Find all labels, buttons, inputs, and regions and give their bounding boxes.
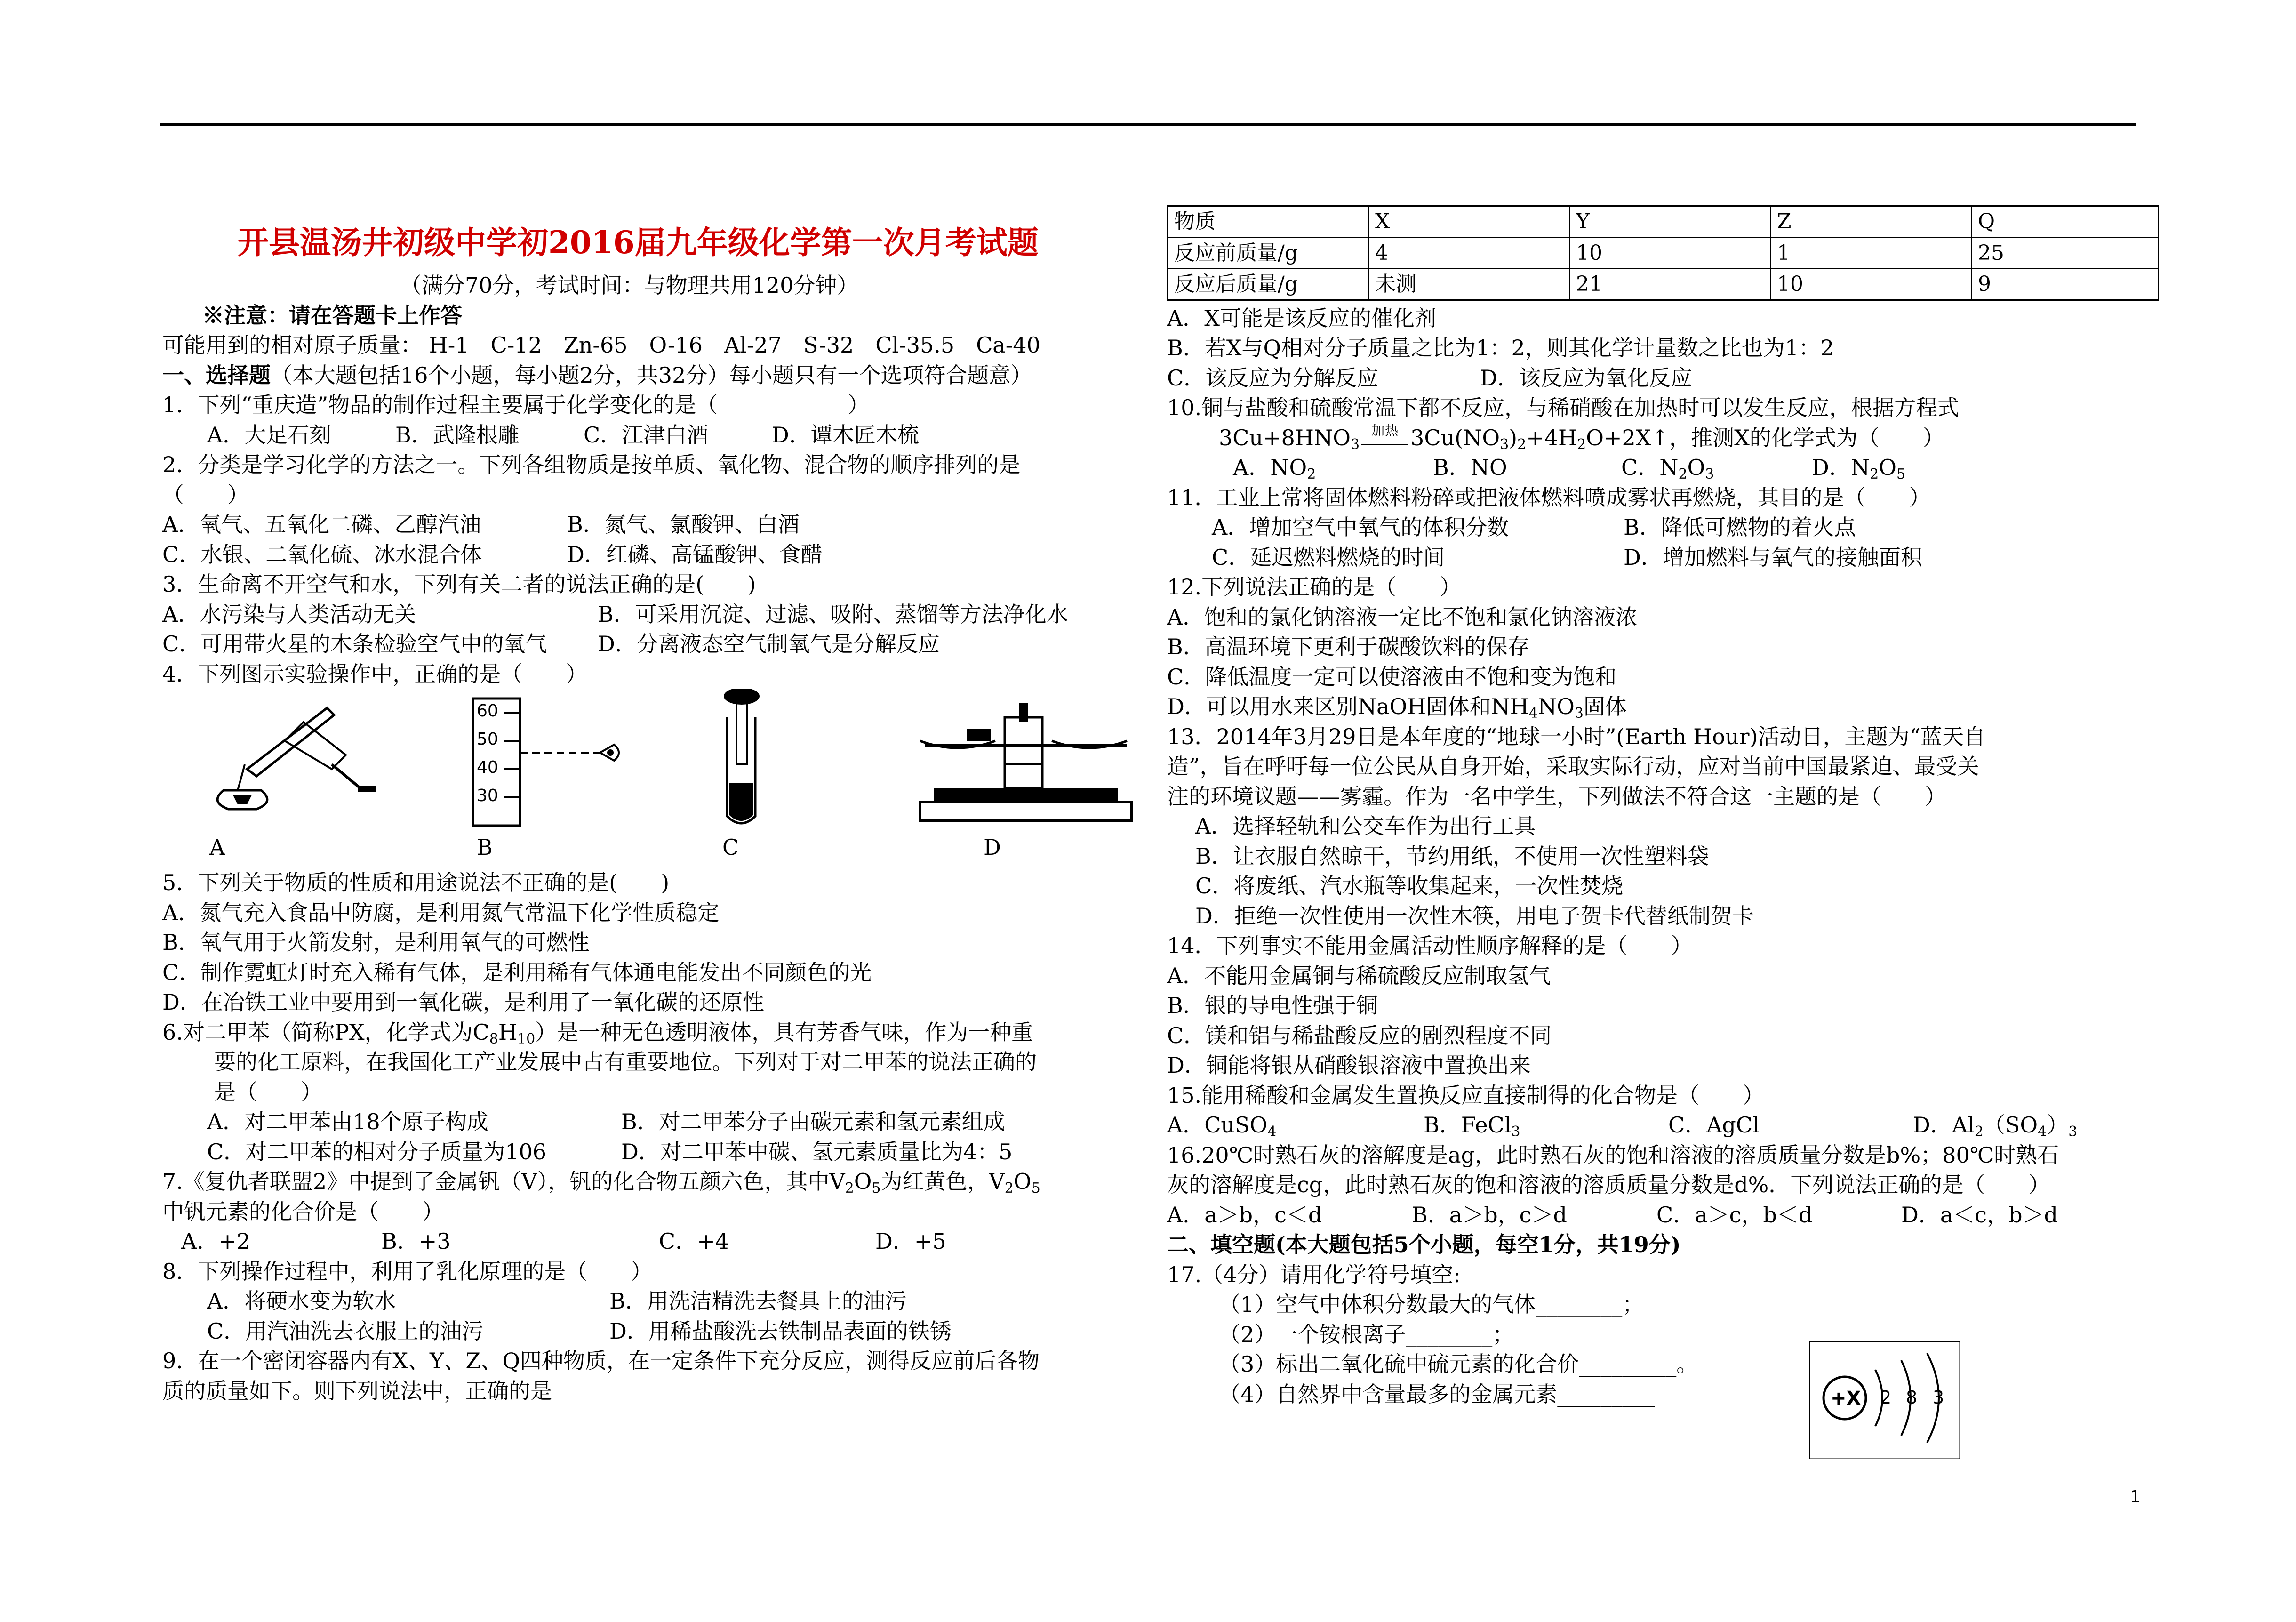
q11-option-a: A．增加空气中氧气的体积分数 bbox=[1212, 514, 1509, 540]
q2-option-c: C．水银、二氧化硫、冰水混合体 bbox=[162, 541, 482, 567]
table-cell: 反应后质量/g bbox=[1168, 269, 1369, 300]
table-cell: 4 bbox=[1369, 237, 1570, 269]
section2-heading: 二、填空题(本大题包括5个小题，每空1分，共19分) bbox=[1167, 1232, 1681, 1257]
q8-option-d: D．用稀盐酸洗去铁制品表面的铁锈 bbox=[609, 1318, 952, 1344]
q12d-sub-1: 4 bbox=[1528, 705, 1538, 722]
q12d-text-1: D．可以用水来区别NaOH固体和NH bbox=[1167, 694, 1529, 719]
q2-option-d: D．红磷、高锰酸钾、食醋 bbox=[567, 541, 823, 567]
q14-option-b: B．银的导电性强于铜 bbox=[1167, 993, 1378, 1018]
q10-option-d: D．$N_2O_5$ bbox=[1812, 453, 1905, 483]
q9-options-row3 bbox=[1167, 363, 2165, 393]
q7-stem-cont: 中钒元素的化合价是（ ） bbox=[162, 1198, 444, 1224]
eq-sub-4: 2 bbox=[1577, 436, 1586, 453]
q4-stem: 4．下列图示实验操作中，正确的是（ ） bbox=[162, 661, 588, 687]
q13-stem-cont: 造”，旨在呼吁每一位公民从自身开始，采取实际行动，应对当前中国最紧迫、最受关 bbox=[1167, 754, 1979, 779]
q10-option-c: C．$N_2O_3$ bbox=[1621, 453, 1812, 483]
q6-sub-1: 8 bbox=[489, 1030, 498, 1047]
q17-item-3: （3）标出二氧化硫中硫元素的化合价_________。 bbox=[1219, 1351, 1698, 1377]
table-cell: 10 bbox=[1771, 269, 1972, 300]
q5-option-a: A．氮气充入食品中防腐，是利用氮气常温下化学性质稳定 bbox=[162, 899, 720, 925]
q2-options-row1 bbox=[162, 510, 1141, 540]
q15-d-text: D．Al bbox=[1913, 1112, 1975, 1138]
q13-option-c: C．将废纸、汽水瓶等收集起来，一次性焚烧 bbox=[1195, 873, 1624, 899]
q6-sub-2: 10 bbox=[517, 1030, 536, 1047]
q3-options-row2 bbox=[162, 629, 1141, 659]
q7-text-1: 7.《复仇者联盟2》中提到了金属钒（V），钒的化合物五颜六色，其中V bbox=[162, 1169, 845, 1194]
q11-options-row1 bbox=[1167, 513, 2165, 543]
q12d-sub-2: 3 bbox=[1574, 705, 1584, 722]
q9-option-d: D．该反应为氧化反应 bbox=[1480, 365, 1692, 391]
q5-option-b: B．氧气用于火箭发射，是利用氧气的可燃性 bbox=[162, 930, 590, 955]
q15-stem: 15.能用稀酸和金属发生置换反应直接制得的化合物是（ ） bbox=[1167, 1082, 1765, 1108]
q6-options-row1 bbox=[162, 1107, 1141, 1137]
table-row bbox=[1168, 237, 2159, 269]
q16-option-d: D．a＜c，b＞d bbox=[1901, 1202, 2058, 1228]
atomic-masses: 可能用到的相对原子质量： H-1 C-12 Zn-65 O-16 Al-27 S-32 Cl-35.5 Ca-40 bbox=[162, 332, 1040, 358]
table-cell: X bbox=[1369, 206, 1570, 238]
q12d-text-3: 固体 bbox=[1583, 694, 1627, 719]
q17-stem: 17.（4分）请用化学符号填空: bbox=[1167, 1261, 1461, 1287]
q10-c-sub-2: 3 bbox=[1705, 466, 1714, 482]
q15-d-sub-3: 3 bbox=[2068, 1124, 2078, 1140]
q10-c-text: C．N bbox=[1621, 455, 1679, 480]
q6-text-2: H bbox=[498, 1019, 518, 1045]
table-cell: 21 bbox=[1570, 269, 1771, 300]
tick-label-50: 50 bbox=[477, 730, 498, 749]
q2-stem-cont: （ ） bbox=[162, 482, 249, 507]
q9-stem: 9．在一个密闭容器内有X、Y、Z、Q四种物质，在一定条件下充分反应，测得反应前后各物 bbox=[162, 1348, 1040, 1373]
figure-label-b: B bbox=[477, 835, 493, 860]
q9-stem-cont: 质的质量如下。则下列说法中，正确的是 bbox=[162, 1378, 552, 1404]
q6-options-row2 bbox=[162, 1137, 1141, 1167]
q1-options bbox=[162, 420, 1141, 450]
figure-c-dropper bbox=[708, 689, 802, 830]
table-cell: 10 bbox=[1570, 237, 1771, 269]
q2-option-b: B．氮气、氯酸钾、白酒 bbox=[567, 512, 800, 537]
table-header-row bbox=[1168, 206, 2159, 238]
eq-text-4: +4H bbox=[1526, 425, 1577, 450]
q7-sub-4: 5 bbox=[1031, 1180, 1040, 1196]
q12-option-d bbox=[1167, 692, 2165, 722]
q11-options-row2 bbox=[1167, 543, 2165, 573]
q7-text-4: O bbox=[1013, 1169, 1032, 1194]
q13-stem: 13．2014年3月29日是本年度的“地球一小时”(Earth Hour)活动日，主题为“蓝天自 bbox=[1167, 723, 1985, 749]
q2-option-a: A．氧气、五氧化二磷、乙醇汽油 bbox=[162, 512, 481, 537]
table-cell: 物质 bbox=[1168, 206, 1369, 238]
q5-option-d: D．在冶铁工业中要用到一氧化碳，是利用了一氧化碳的还原性 bbox=[162, 989, 764, 1015]
q8-option-a: A．将硬水变为软水 bbox=[207, 1288, 396, 1314]
nucleus-label: +X bbox=[1831, 1388, 1861, 1409]
q10-options bbox=[1167, 453, 2165, 483]
q7-sub-2: 5 bbox=[872, 1180, 881, 1196]
eq-text-1: 3Cu+8HNO bbox=[1219, 425, 1351, 450]
q14-option-d: D．铜能将银从硝酸银溶液中置换出来 bbox=[1167, 1052, 1531, 1078]
figure-d-balance bbox=[911, 689, 1141, 830]
q7-stem bbox=[162, 1167, 1141, 1197]
q4-figures bbox=[162, 689, 1141, 868]
q15-option-c: C．AgCl bbox=[1668, 1112, 1760, 1138]
q1-option-a: A．大足石刻 bbox=[207, 422, 331, 448]
q7-option-a: A．+2 bbox=[181, 1229, 251, 1254]
q13-option-a: A．选择轻轨和公交车作为出行工具 bbox=[1195, 813, 1536, 839]
table-cell: 1 bbox=[1771, 237, 1972, 269]
q17-item-2: （2）一个铵根离子________； bbox=[1219, 1321, 1514, 1347]
q7-text-3: 为红黄色，V bbox=[880, 1169, 1005, 1194]
q9-option-a: A．X可能是该反应的催化剂 bbox=[1167, 305, 1436, 331]
q15-options bbox=[1167, 1110, 2165, 1140]
table-row bbox=[1168, 269, 2159, 300]
exam-title: 开县温汤井初级中学初2016届九年级化学第一次月考试题 bbox=[238, 224, 1039, 261]
table-cell: 未测 bbox=[1369, 269, 1570, 300]
q6-option-a: A．对二甲苯由18个原子构成 bbox=[207, 1109, 488, 1134]
q15-b-text: B．FeCl bbox=[1424, 1112, 1512, 1138]
q7-option-d: D．+5 bbox=[875, 1229, 946, 1254]
q10-equation bbox=[1167, 423, 2165, 453]
q6-text-3: ）是一种无色透明液体，具有芳香气味，作为一种重 bbox=[535, 1019, 1033, 1045]
shell-1-electrons: 2 bbox=[1880, 1387, 1892, 1408]
notice: ※注意：请在答题卡上作答 bbox=[202, 302, 462, 328]
q14-option-a: A．不能用金属铜与稀硫酸反应制取氢气 bbox=[1167, 963, 1551, 988]
q15-option-d: D．$Al_2(SO_4)_3$ bbox=[1913, 1110, 2077, 1140]
q15-option-b bbox=[1424, 1110, 1668, 1140]
q10-option-b: B．NO bbox=[1433, 455, 1507, 480]
q7-sub-3: 2 bbox=[1004, 1180, 1014, 1196]
table-cell: 9 bbox=[1972, 269, 2159, 300]
q16-stem: 16.20℃时熟石灰的溶解度是ag，此时熟石灰的饱和溶液的溶质质量分数是b%；80℃时熟石 bbox=[1167, 1142, 2059, 1168]
q9-mass-table bbox=[1167, 205, 2159, 301]
q7-option-b: B．+3 bbox=[381, 1229, 451, 1254]
q17-item-4: （4）自然界中含量最多的金属元素_________ bbox=[1219, 1381, 1655, 1407]
figure-b-cylinder bbox=[459, 689, 638, 830]
exam-subtitle: （满分70分，考试时间：与物理共用120分钟） bbox=[400, 273, 859, 298]
shell-3-electrons: 3 bbox=[1933, 1387, 1944, 1408]
q12-option-c: C．降低温度一定可以使溶液由不饱和变为饱和 bbox=[1167, 664, 1617, 690]
figure-label-d: D bbox=[984, 835, 1001, 860]
q8-option-c: C．用汽油洗去衣服上的油污 bbox=[207, 1318, 484, 1344]
q13-stem-end: 注的环境议题——雾霾。作为一名中学生，下列做法不符合这一主题的是（ ） bbox=[1167, 783, 1946, 809]
q6-option-c: C．对二甲苯的相对分子质量为106 bbox=[207, 1139, 546, 1164]
eq-text-5: O+2X↑，推测X的化学式为（ ） bbox=[1586, 425, 1944, 450]
q16-option-b: B．a＞b，c＞d bbox=[1412, 1202, 1567, 1228]
q6-stem bbox=[162, 1018, 1141, 1048]
q16-option-c: C．a＞c，b＜d bbox=[1656, 1202, 1813, 1228]
q15-d-sub-1: 2 bbox=[1974, 1124, 1984, 1140]
q15-a-sub: 4 bbox=[1267, 1124, 1277, 1140]
atom-structure-diagram bbox=[1809, 1341, 1960, 1459]
q10-d-sub-2: 5 bbox=[1896, 466, 1906, 482]
page-number: 1 bbox=[2130, 1487, 2141, 1507]
eq-text-3: ) bbox=[1509, 425, 1518, 450]
eq-condition: 加热 bbox=[1371, 422, 1399, 438]
q2-options-row2 bbox=[162, 540, 1141, 570]
section1-heading bbox=[162, 361, 1141, 391]
q10-a-text: A．NO bbox=[1233, 455, 1307, 480]
q6-stem-cont: 要的化工原料，在我国化工产业发展中占有重要地位。下列对于对二甲苯的说法正确的 bbox=[214, 1049, 1037, 1075]
q10-d-text: D．N bbox=[1812, 455, 1870, 480]
q16-option-a: A．a＞b，c＜d bbox=[1167, 1202, 1322, 1228]
q6-option-d: D．对二甲苯中碳、氢元素质量比为4：5 bbox=[621, 1139, 1013, 1164]
figure-a-heating bbox=[191, 694, 388, 830]
q15-d-text-2: （SO bbox=[1983, 1112, 2038, 1138]
section1-label: 一、选择题 bbox=[162, 362, 271, 388]
figure-label-c: C bbox=[722, 835, 739, 860]
q7-text-2: O bbox=[854, 1169, 872, 1194]
q5-stem: 5．下列关于物质的性质和用途说法不正确的是( ) bbox=[162, 870, 670, 895]
q10-stem: 10.铜与盐酸和硫酸常温下都不反应，与稀硝酸在加热时可以发生反应，根据方程式 bbox=[1167, 395, 1960, 420]
header-rule bbox=[160, 123, 2136, 126]
q3-option-b: B．可采用沉淀、过滤、吸附、蒸馏等方法净化水 bbox=[598, 601, 1068, 627]
q10-a-sub: 2 bbox=[1307, 466, 1316, 482]
q1-option-d: D．谭木匠木梳 bbox=[772, 422, 919, 448]
q3-options-row1 bbox=[162, 600, 1141, 630]
q1-stem: 1．下列“重庆造”物品的制作过程主要属于化学变化的是（ ） bbox=[162, 392, 870, 418]
eq-sub-1: 3 bbox=[1350, 436, 1360, 453]
eq-text-2: 3Cu(NO bbox=[1410, 425, 1500, 450]
table-cell: 反应前质量/g bbox=[1168, 237, 1369, 269]
figure-label-a: A bbox=[209, 835, 225, 860]
table-cell: Z bbox=[1771, 206, 1972, 238]
q3-option-c: C．可用带火星的木条检验空气中的氧气 bbox=[162, 631, 547, 657]
q10-option-a bbox=[1233, 453, 1433, 483]
q15-b-sub: 3 bbox=[1511, 1124, 1520, 1140]
q10-c-sub-1: 2 bbox=[1678, 466, 1688, 482]
q3-stem: 3．生命离不开空气和水，下列有关二者的说法正确的是( ) bbox=[162, 571, 756, 597]
q12d-text-2: NO bbox=[1537, 694, 1575, 719]
q14-stem: 14．下列事实不能用金属活动性顺序解释的是（ ） bbox=[1167, 933, 1693, 958]
q7-options bbox=[162, 1227, 1141, 1257]
q13-option-d: D．拒绝一次性使用一次性木筷，用电子贺卡代替纸制贺卡 bbox=[1195, 903, 1754, 929]
right-column bbox=[1167, 205, 2165, 1409]
q10-d-sub-1: 2 bbox=[1870, 466, 1879, 482]
left-column bbox=[162, 271, 1141, 1406]
section1-desc: （本大题包括16个小题，每小题2分，共32分）每小题只有一个选项符合题意） bbox=[271, 362, 1032, 388]
q8-stem: 8．下列操作过程中，利用了乳化原理的是（ ） bbox=[162, 1258, 653, 1284]
q12-stem: 12.下列说法正确的是（ ） bbox=[1167, 574, 1462, 600]
tick-label-40: 40 bbox=[477, 758, 498, 777]
q1-option-b: B．武隆根雕 bbox=[395, 422, 520, 448]
q6-stem-end: 是（ ） bbox=[214, 1079, 322, 1105]
q17-item-1: （1）空气中体积分数最大的气体________； bbox=[1219, 1292, 1644, 1317]
table-cell: Q bbox=[1972, 206, 2159, 238]
tick-label-30: 30 bbox=[477, 786, 498, 805]
q11-stem: 11．工业上常将固体燃料粉碎或把液体燃料喷成雾状再燃烧，其目的是（ ） bbox=[1167, 484, 1931, 510]
q13-option-b: B．让衣服自然晾干，节约用纸，不使用一次性塑料袋 bbox=[1195, 843, 1709, 869]
q8-options-row2 bbox=[162, 1317, 1141, 1347]
q12-option-a: A．饱和的氯化钠溶液一定比不饱和氯化钠溶液浓 bbox=[1167, 604, 1638, 630]
table-cell: Y bbox=[1570, 206, 1771, 238]
q15-d-sub-2: 4 bbox=[2038, 1124, 2047, 1140]
q11-option-c: C．延迟燃料燃烧的时间 bbox=[1212, 544, 1445, 570]
q15-option-a bbox=[1167, 1110, 1424, 1140]
q16-options bbox=[1167, 1200, 2165, 1230]
eq-sub-3: 2 bbox=[1517, 436, 1527, 453]
q6-option-b: B．对二甲苯分子由碳元素和氢元素组成 bbox=[621, 1109, 1005, 1134]
q1-option-c: C．江津白酒 bbox=[584, 422, 709, 448]
q3-option-a: A．水污染与人类活动无关 bbox=[162, 601, 416, 627]
q6-text-1: 6.对二甲苯（简称PX，化学式为C bbox=[162, 1019, 489, 1045]
q11-option-d: D．增加燃料与氧气的接触面积 bbox=[1624, 544, 1922, 570]
q8-options-row1 bbox=[162, 1286, 1141, 1317]
q14-option-c: C．镁和铝与稀盐酸反应的剧烈程度不同 bbox=[1167, 1022, 1552, 1048]
tick-label-60: 60 bbox=[477, 701, 498, 721]
q3-option-d: D．分离液态空气制氧气是分解反应 bbox=[598, 631, 940, 657]
q2-stem: 2．分类是学习化学的方法之一。下列各组物质是按单质、氧化物、混合物的顺序排列的是 bbox=[162, 452, 1021, 477]
q5-option-c: C．制作霓虹灯时充入稀有气体，是利用稀有气体通电能发出不同颜色的光 bbox=[162, 959, 872, 985]
q15-a-text: A．CuSO bbox=[1167, 1112, 1268, 1138]
q12-option-b: B．高温环境下更利于碳酸饮料的保存 bbox=[1167, 634, 1529, 659]
q11-option-b: B．降低可燃物的着火点 bbox=[1624, 514, 1856, 540]
q7-option-c: C．+4 bbox=[659, 1229, 729, 1254]
shell-2-electrons: 8 bbox=[1906, 1387, 1918, 1408]
q8-option-b: B．用洗洁精洗去餐具上的油污 bbox=[609, 1288, 907, 1314]
q9-option-c: C．该反应为分解反应 bbox=[1167, 365, 1379, 391]
table-cell: 25 bbox=[1972, 237, 2159, 269]
q7-sub-1: 2 bbox=[845, 1180, 854, 1196]
eq-sub-2: 3 bbox=[1500, 436, 1509, 453]
q9-option-b: B．若X与Q相对分子质量之比为1：2，则其化学计量数之比也为1：2 bbox=[1167, 335, 1834, 361]
q16-stem-cont: 灰的溶解度是cg，此时熟石灰的饱和溶液的溶质质量分数是d%．下列说法正确的是（ ） bbox=[1167, 1172, 2050, 1197]
